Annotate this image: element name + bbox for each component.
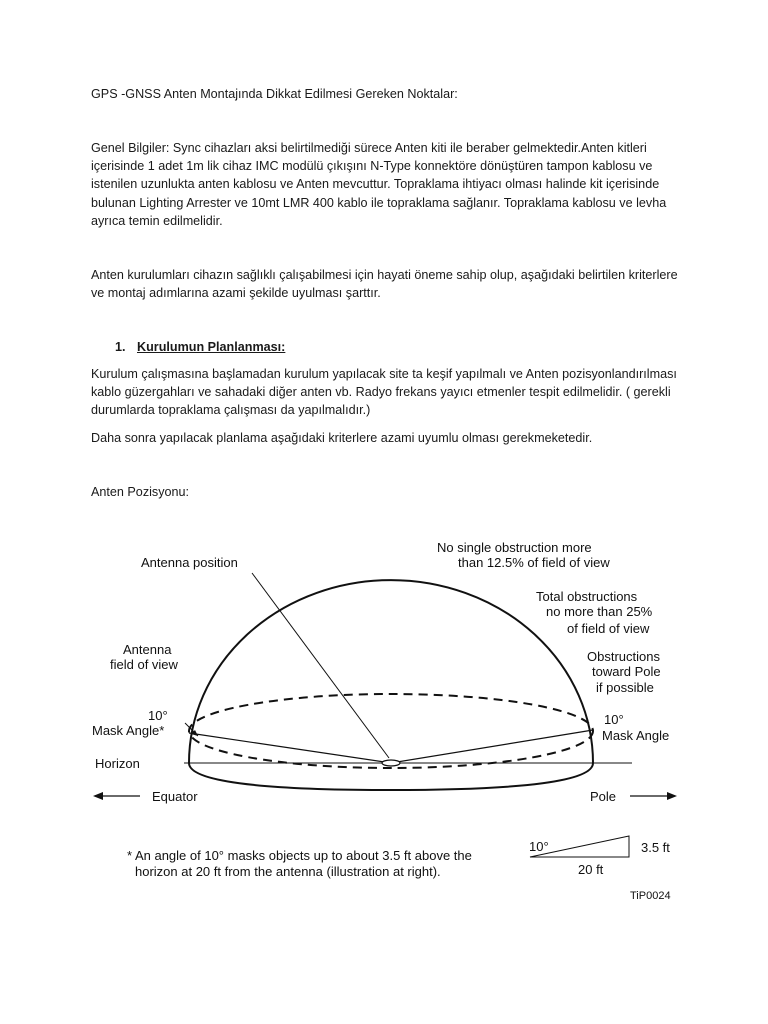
document-title: GPS -GNSS Anten Montajında Dikkat Edilmesi Gereken Noktalar:	[91, 87, 458, 101]
triangle-height-label: 3.5 ft	[641, 840, 670, 855]
label-no-single-1: No single obstruction more	[437, 540, 592, 555]
triangle-angle-label: 10°	[529, 839, 549, 854]
label-pole-obs-2: toward Pole	[592, 664, 661, 679]
label-total-1: Total obstructions	[536, 589, 638, 604]
mask-line-left	[189, 733, 391, 763]
general-info-paragraph: Genel Bilgiler: Sync cihazları aksi belirtilmediği sürece Anten kiti ile beraber gelmektedir.Anten kitleri içerisinde 1 adet 1m lik cihaz IMC modülü çıkışını N-Type konnektöre dönüştüren tampon kablosu ve istenilen uzunlukta anten kablosu ve Anten mevcuttur. Topraklama ihtiyacı olması halinde kit içerisinde bulunan Lighting Arrester ve 10mt LMR 400 kablo ile topraklama sağlanır. Topraklama kablosu ve levha ayrıca temin edilmelidir.	[91, 141, 667, 228]
label-pole-obs-1: Obstructions	[587, 649, 660, 664]
planning-paragraph: Kurulum çalışmasına başlamadan kurulum yapılacak site ta keşif yapılmalı ve Anten pozisyonlandırılması kablo güzergahları ve sahadaki diğer anten vb. Radyo frekans yayıcı etmenler tespit edilmelidir. ( gerekli durumlarda topraklama çalışması da yapılmalıdır.)	[91, 367, 677, 418]
label-fov-1: Antenna	[123, 642, 172, 657]
criteria-paragraph: Daha sonra yapılacak planlama aşağıdaki kriterlere azami uyumlu olması gerekmeketedir.	[91, 431, 593, 445]
antenna-marker	[382, 760, 400, 766]
label-mask-left-1: 10°	[148, 708, 168, 723]
dome-outline	[189, 580, 593, 790]
label-pole-obs-3: if possible	[596, 680, 654, 695]
label-total-3: of field of view	[567, 621, 650, 636]
section-title: Kurulumun Planlanması:	[137, 340, 286, 354]
label-mask-left-2: Mask Angle*	[92, 723, 165, 738]
label-fov-2: field of view	[110, 657, 178, 672]
label-antenna-position: Antenna position	[141, 555, 238, 570]
label-equator: Equator	[152, 789, 198, 804]
label-pole: Pole	[590, 789, 617, 804]
equator-arrowhead	[93, 792, 103, 800]
label-total-2: no more than 25%	[546, 604, 653, 619]
footnote-line-2: horizon at 20 ft from the antenna (illustration at right).	[135, 864, 441, 879]
antenna-position-pointer	[252, 573, 389, 758]
label-horizon: Horizon	[95, 756, 140, 771]
label-mask-right-2: Mask Angle	[602, 728, 670, 743]
triangle-base-label: 20 ft	[578, 862, 604, 877]
label-no-single-2: than 12.5% of field of view	[458, 555, 610, 570]
label-mask-right-1: 10°	[604, 712, 624, 727]
section-number: 1.	[115, 340, 126, 354]
antenna-position-label: Anten Pozisyonu:	[91, 485, 190, 499]
pole-arrowhead	[667, 792, 677, 800]
importance-paragraph: Anten kurulumları cihazın sağlıklı çalışabilmesi için hayati öneme sahip olup, aşağıdaki belirtilen kriterlere ve montaj adımlarına azami şekilde uyulması şarttır.	[91, 268, 678, 301]
mask-line-right	[391, 730, 593, 763]
figure-code: TiP0024	[630, 890, 671, 902]
mask-angle-ellipse	[189, 694, 593, 768]
footnote-line-1: * An angle of 10° masks objects up to about 3.5 ft above the	[127, 848, 472, 863]
